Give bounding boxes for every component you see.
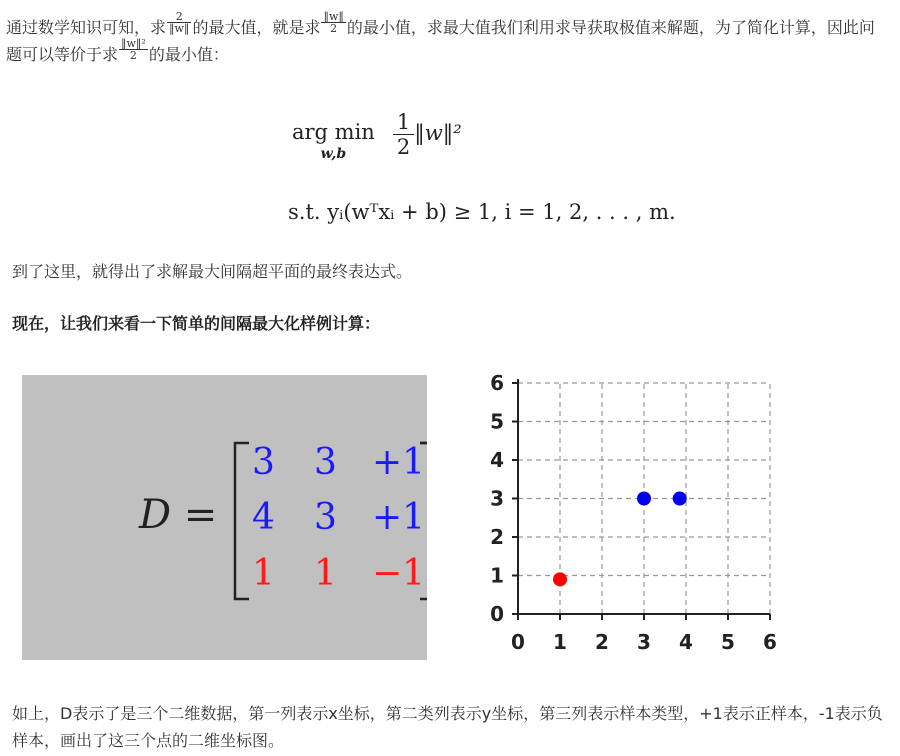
matrix-cell: 1 — [252, 553, 275, 594]
argmin-operator — [292, 120, 375, 162]
y-tick-label: 5 — [490, 409, 504, 434]
x-tick-label: 2 — [595, 630, 609, 654]
matrix-cell: 3 — [252, 442, 275, 483]
x-tick-label: 5 — [721, 630, 735, 654]
matrix-d — [22, 375, 427, 660]
data-point — [553, 572, 567, 586]
half-num: 1 — [396, 110, 411, 134]
fraction-norm-over-2 — [321, 11, 345, 34]
argmin-subscript: w,b — [320, 146, 347, 162]
y-tick-label: 1 — [490, 563, 504, 588]
intro-text-3: 的最小值，求最大值我们利用求导获取极值来解题，为了简化计算，因此问题可以等价于求 — [6, 18, 875, 64]
y-tick-label: 3 — [490, 486, 504, 511]
frac-den: 2 — [119, 49, 148, 61]
y-tick-label: 0 — [490, 602, 504, 626]
fraction-norm-sq-over-2 — [119, 38, 148, 61]
scatter-chart — [475, 370, 795, 670]
intro-text-1: 通过数学知识可知，求 — [6, 18, 167, 37]
half-den: 2 — [393, 134, 414, 159]
matrix-image — [22, 375, 427, 660]
matrix-cell: 3 — [314, 442, 337, 483]
matrix-cell: 3 — [314, 497, 337, 538]
matrix-cell: +1 — [372, 442, 426, 483]
y-tick-label: 6 — [490, 371, 504, 395]
example-heading: 现在，让我们来看一下简单的间隔最大化样例计算： — [12, 314, 381, 333]
matrix-cell: +1 — [372, 497, 426, 538]
frac-num: 2 — [175, 10, 183, 23]
matrix-label: D = — [139, 492, 218, 538]
x-tick-label: 3 — [637, 630, 651, 654]
x-tick-label: 6 — [763, 630, 777, 654]
half-fraction — [393, 110, 414, 159]
frac-num: ‖w‖² — [121, 37, 146, 50]
matrix-cell: 1 — [314, 553, 337, 594]
intro-text-4: 的最小值： — [148, 45, 229, 64]
argmin-text: arg min — [292, 120, 375, 144]
matrix-cell: −1 — [372, 553, 426, 594]
fraction-2-over-norm — [167, 11, 191, 34]
explanation-paragraph: 如上，D表示了是三个二维数据，第一列表示x坐标，第二类列表示y坐标，第三列表示样本类型，+1表示正样本，-1表示负样本，画出了这三个点的二维坐标图。 — [12, 704, 883, 750]
intro-paragraph — [6, 10, 890, 68]
frac-num: ‖w‖ — [323, 10, 344, 23]
y-tick-label: 4 — [490, 448, 504, 472]
matrix-brackets — [22, 375, 427, 660]
data-point — [637, 492, 651, 506]
matrix-cell: 4 — [252, 497, 275, 538]
norm-squared: ‖w‖² — [414, 121, 462, 145]
result-paragraph: 到了这里，就得出了求解最大间隔超平面的最终表达式。 — [12, 262, 413, 281]
x-tick-label: 1 — [553, 630, 567, 654]
objective-formula — [292, 110, 462, 169]
constraint-formula: s.t. yᵢ(wᵀxᵢ + b) ≥ 1, i = 1, 2, . . . , m. — [288, 200, 676, 224]
frac-den: 2 — [321, 22, 345, 34]
x-tick-label: 0 — [511, 630, 525, 654]
intro-text-2: 的最大值，就是求 — [192, 18, 321, 37]
y-tick-label: 2 — [490, 525, 504, 549]
frac-den: ‖w‖ — [169, 22, 190, 35]
data-point — [673, 492, 687, 506]
x-tick-label: 4 — [679, 630, 693, 654]
